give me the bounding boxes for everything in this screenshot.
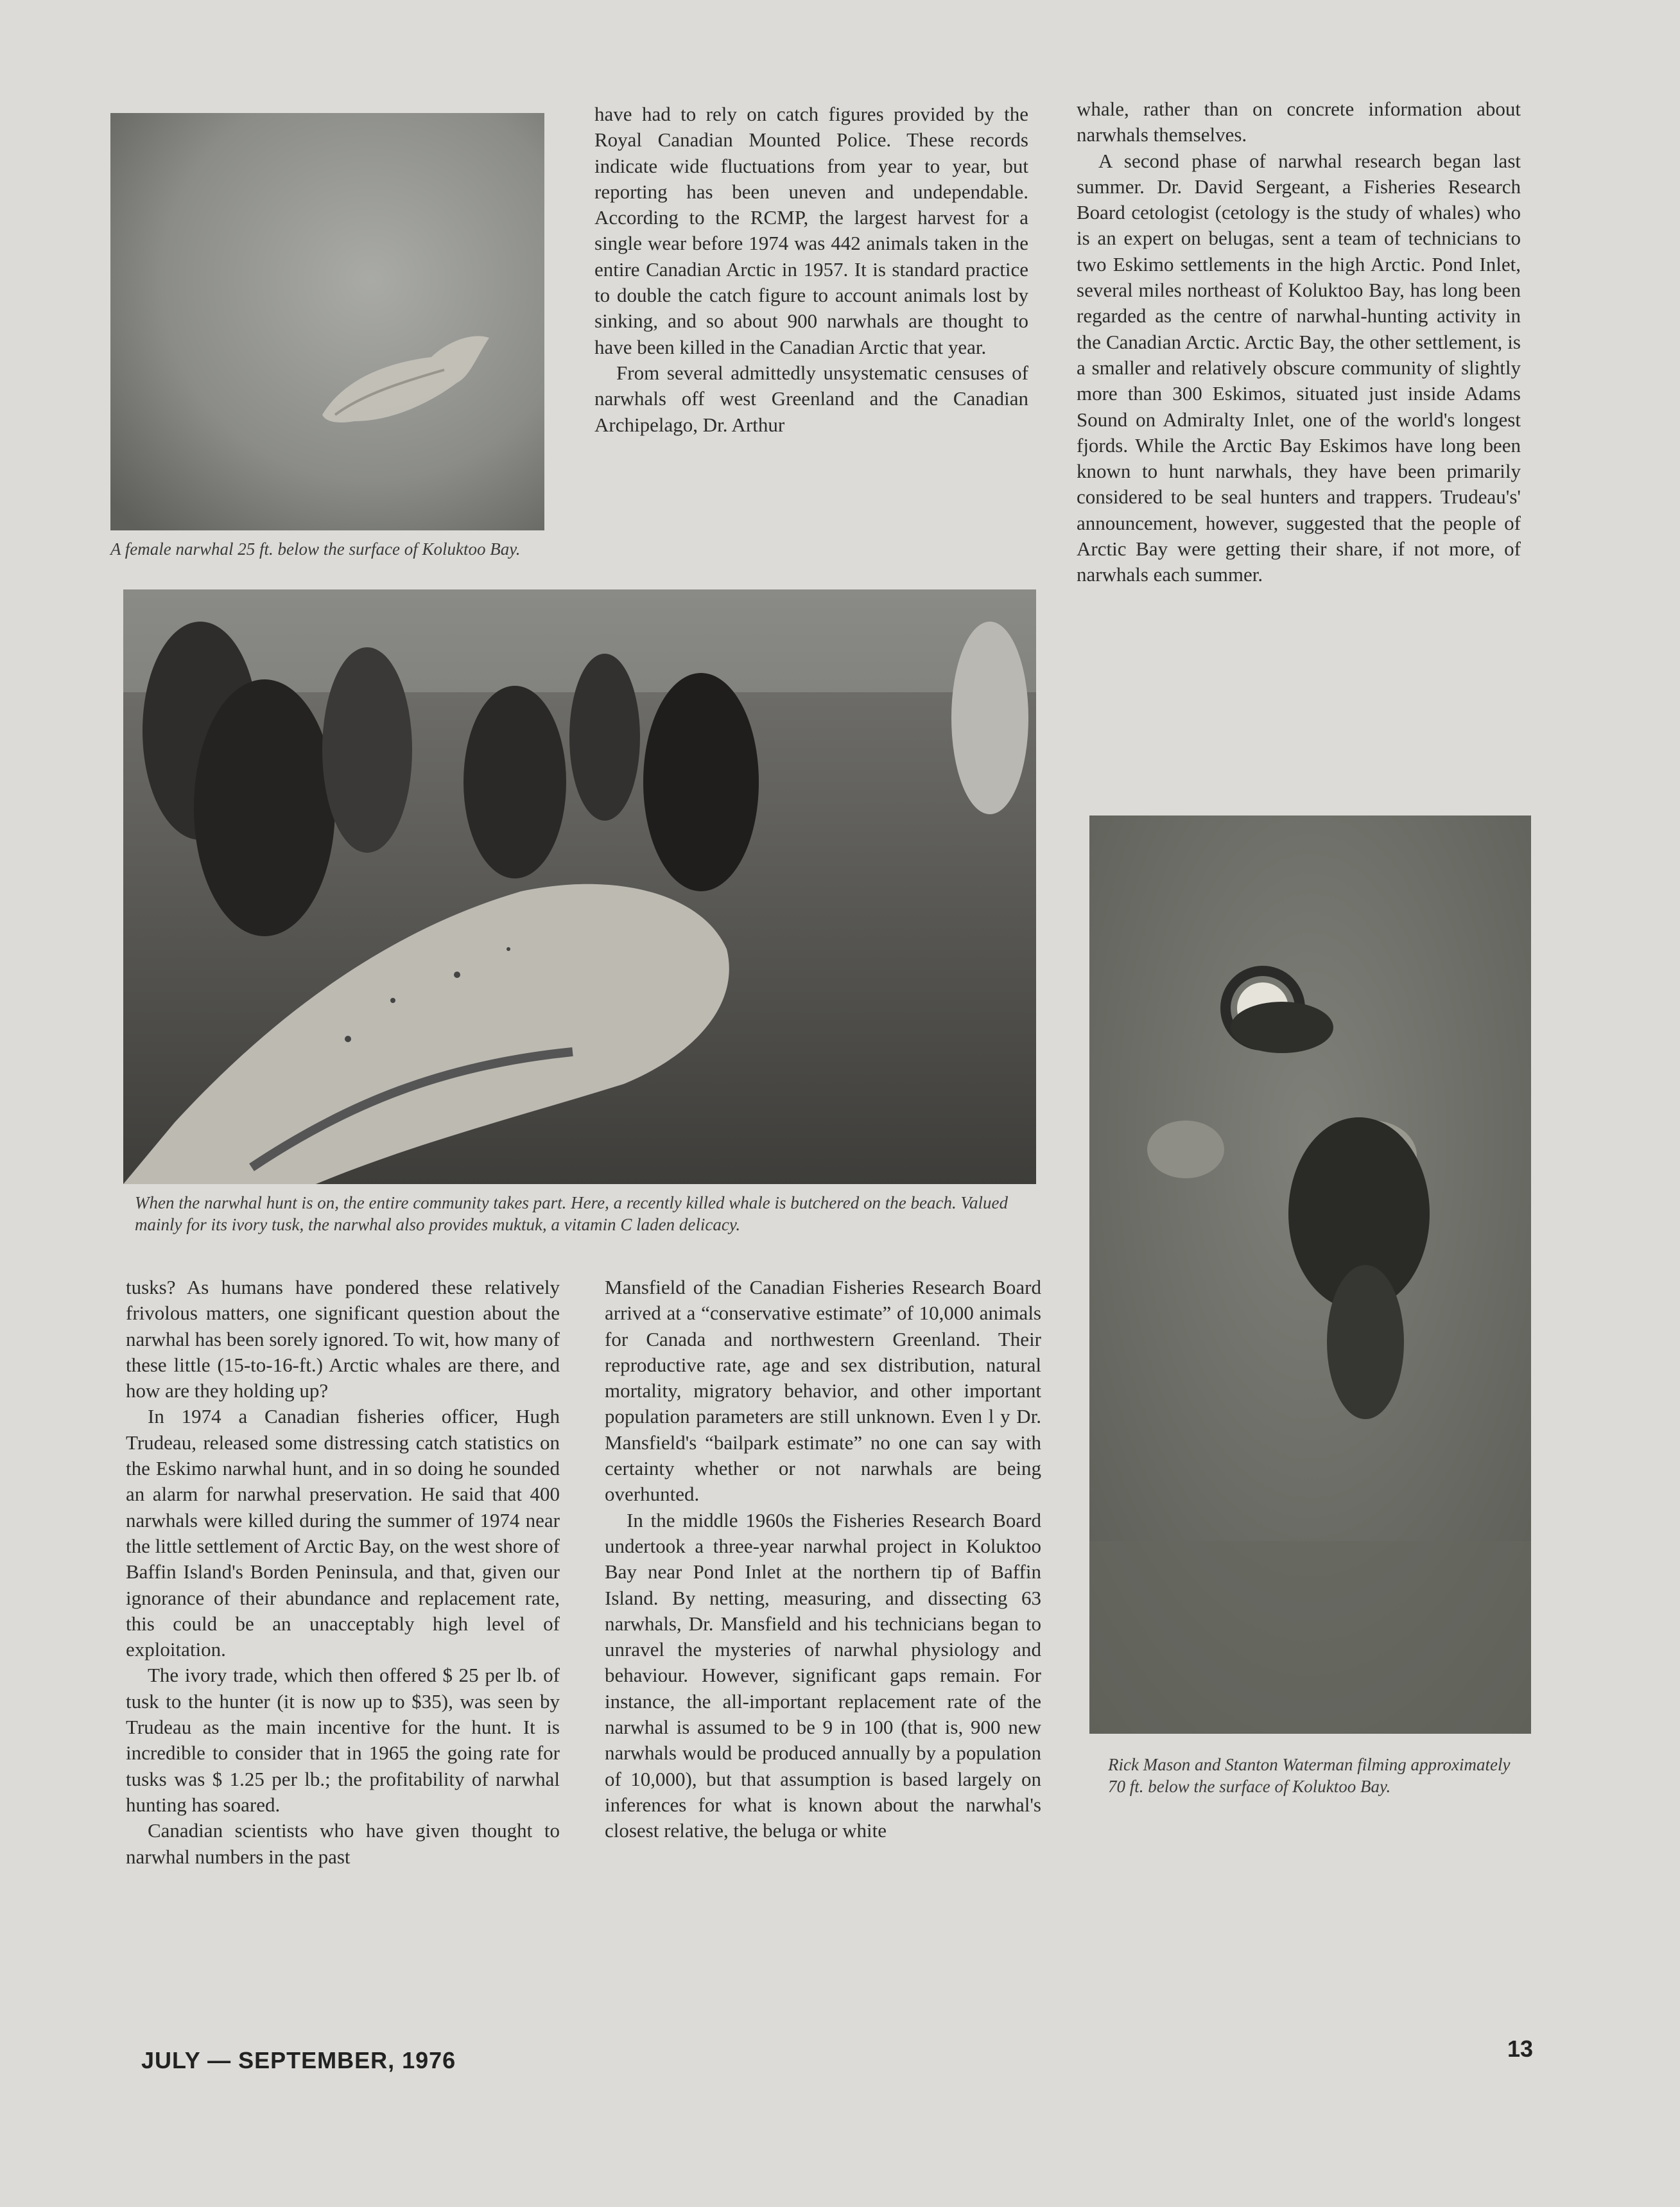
hunt-photo-caption: When the narwhal hunt is on, the entire community takes part. Here, a recently killed whale is butchered on the beach. Valued mainly for its ivory tusk, the narwhal also provides muktuk, a vitamin C laden delicacy. (135, 1193, 1008, 1234)
narwhal-hunt-photo (123, 589, 1036, 1184)
paragraph: Canadian scientists who have given thought to narwhal numbers in the past (126, 1819, 560, 1868)
paragraph: From several admittedly unsystematic censuses of narwhals off west Greenland and the Canadian Archipelago, Dr. Arthur (594, 361, 1028, 436)
paragraph: have had to rely on catch figures provided by the Royal Canadian Mounted Police. These records indicate wide fluctuations from year to year, but reporting has been uneven and undependable. According to the RCMP, the largest harvest for a single wear before 1974 was 442 animals taken in the entire Canadian Arctic in 1957. It is standard practice to double the catch figure to account animals lost by sinking, and so about 900 narwhals are thought to have been killed in the Canadian Arctic that year. (594, 103, 1028, 358)
narwhal-underwater-photo (110, 113, 544, 530)
narwhal-photo-caption: A female narwhal 25 ft. below the surface of Koluktoo Bay. (110, 539, 521, 559)
paragraph: In the middle 1960s the Fisheries Research Board undertook a three-year narwhal project in Koluktoo Bay near Pond Inlet at the northern tip of Baffin Island. By netting, measuring, and dissecting 63 narwhals, Dr. Mansfield and his technicians began to unravel the mysteries of narwhal physiology and behaviour. However, significant gaps remain. For instance, the all-important replacement rate of the narwhal is assumed to be 9 in 100 (that is, 900 new narwhals would be produced annually by a population of 10,000), but that assumption is based largely on inferences for what is known about the narwhal's closest relative, the beluga or white (605, 1508, 1041, 1842)
paragraph: Mansfield of the Canadian Fisheries Research Board arrived at a “conservative estimate” of 10,000 animals for Canada and northwestern Greenland. Their reproductive rate, age and sex distribution, natural mortality, migratory behavior, and other important population parameters are still unknown. Even l y Dr. Mansfield's “bailpark estimate” no one can say with certainty whether or not narwhals are being overhunted. (605, 1276, 1041, 1506)
paragraph: In 1974 a Canadian fisheries officer, Hugh Trudeau, released some distressing catch statistics on the Eskimo narwhal hunt, and in so doing he sounded an alarm for narwhal preservation. He said that 400 narwhals were killed during the summer of 1974 near the little settlement of Arctic Bay, on the west shore of Baffin Island's Borden Peninsula, and that, given our ignorance of their abundance and replacement rate, this could be an unacceptably high level of exploitation. (126, 1405, 560, 1661)
paragraph: whale, rather than on concrete information about narwhals themselves. (1077, 98, 1521, 146)
column-right (1077, 96, 1521, 588)
column-bottom-middle (605, 1275, 1041, 1844)
column-bottom-left (126, 1275, 560, 1870)
paragraph: tusks? As humans have pondered these relatively frivolous matters, one significant question about the narwhal has been sorely ignored. To wit, how many of these little (15-to-16-ft.) Arctic whales are there, and how are they holding up? (126, 1276, 560, 1402)
issue-date: JULY — SEPTEMBER, 1976 (141, 2047, 456, 2073)
paragraph: The ivory trade, which then offered $ 25 per lb. of tusk to the hunter (it is now up to $35), was seen by Trudeau as the main incentive for the hunt. It is incredible to consider that in 1965 the going rate for tusks was $ 1.25 per lb.; the profitability of narwhal hunting has soared. (126, 1664, 560, 1816)
diver-photo-caption: Rick Mason and Stanton Waterman filming approximately 70 ft. below the surface of Koluktoo Bay. (1108, 1755, 1511, 1796)
column-top-middle (594, 101, 1028, 438)
divers-underwater-photo (1089, 816, 1531, 1734)
page-number: 13 (1507, 2036, 1534, 2062)
paragraph: A second phase of narwhal research began last summer. Dr. David Sergeant, a Fisheries Research Board cetologist (cetology is the study of whales) who is an expert on belugas, sent a team of technicians to two Eskimo settlements in the high Arctic. Pond Inlet, several miles northeast of Koluktoo Bay, has long been regarded as the centre of narwhal-hunting activity in the Canadian Arctic. Arctic Bay, the other settlement, is a smaller and relatively obscure community of slightly more than 300 Eskimos, situated just inside Adams Sound on Admiralty Inlet, one of the world's longest fjords. While the Arctic Bay Eskimos have long been known to hunt narwhals, they have been primarily considered to be seal hunters and trappers. Trudeau's' announcement, however, suggested that the people of Arctic Bay were getting their share, if not more, of narwhals each summer. (1077, 149, 1521, 586)
